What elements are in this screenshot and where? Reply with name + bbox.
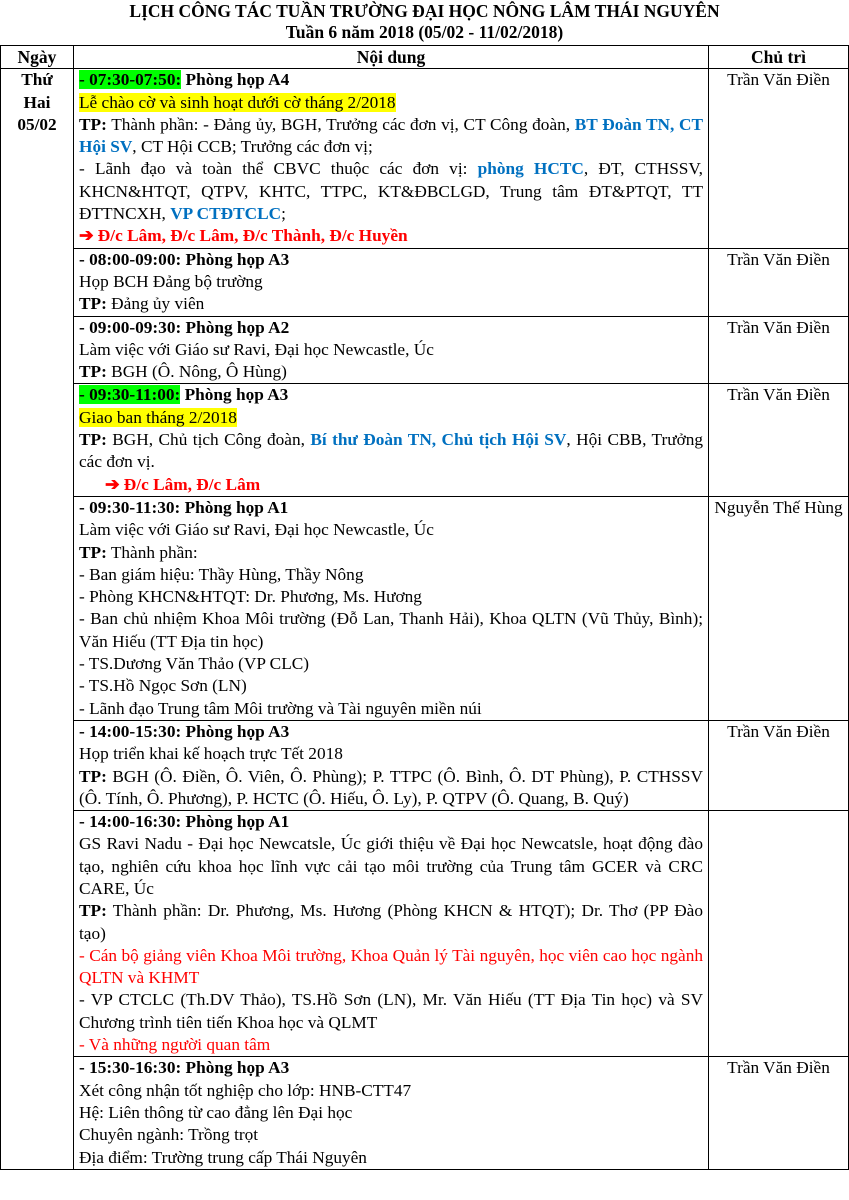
participants-text: ; <box>281 204 286 224</box>
attendees-note: Đ/c Lâm, Đ/c Lâm <box>119 474 261 494</box>
participants-text: , Hội CBB, Trưởng các đơn vị. <box>79 430 704 472</box>
event-room: Phòng họp A4 <box>181 70 290 90</box>
event-detail: Chuyên ngành: Trồng trọt <box>79 1125 259 1145</box>
event-room: Phòng họp A3 <box>181 721 290 741</box>
event-time: - 08:00-09:00: <box>79 249 182 269</box>
participants-highlight: phòng HCTC <box>477 159 584 179</box>
table-row <box>1 316 849 384</box>
day-cell <box>1 69 74 1170</box>
event-content <box>74 316 709 384</box>
participant-item: - Lãnh đạo Trung tâm Môi trường và Tài nguyên miền núi <box>79 698 482 718</box>
event-content <box>74 1057 709 1169</box>
attendees-note: Đ/c Lâm, Đ/c Lâm, Đ/c Thành, Đ/c Huyền <box>93 226 408 246</box>
participants-text: - Lãnh đạo và toàn thể CBVC thuộc các đơn vị: <box>79 159 478 179</box>
participants-text: Thành phần: <box>106 542 198 562</box>
event-time: - 14:00-16:30: <box>79 812 182 832</box>
event-room: Phòng họp A1 <box>181 812 290 832</box>
event-time: - 09:30-11:00: <box>79 385 181 405</box>
host-cell: Trần Văn Điền <box>709 316 849 384</box>
event-room: Phòng họp A3 <box>181 1058 290 1078</box>
event-title: Lễ chào cờ và sinh hoạt dưới cờ tháng 2/2018 <box>79 92 396 112</box>
participants-text: Thành phần: Dr. Phương, Ms. Hương (Phòng KHCN & HTQT); Dr. Thơ (PP Đào tạo) <box>79 901 703 943</box>
header-row <box>1 46 849 69</box>
host-cell <box>709 811 849 1057</box>
event-detail: Xét công nhận tốt nghiệp cho lớp: HNB-CTT47 <box>79 1080 412 1100</box>
column-header-content: Nội dung <box>74 46 709 69</box>
event-content <box>74 496 709 720</box>
event-detail: Địa điểm: Trường trung cấp Thái Nguyên <box>79 1147 367 1167</box>
participants-label: TP: <box>79 294 107 314</box>
table-row <box>1 720 849 810</box>
participant-item: - TS.Hồ Ngọc Sơn (LN) <box>79 676 247 696</box>
participant-item: - Cán bộ giảng viên Khoa Môi trường, Khoa Quản lý Tài nguyên, học viên cao học ngành QLTN và KHMT <box>79 945 703 988</box>
participant-item: - Ban chủ nhiệm Khoa Môi trường (Đỗ Lan, Thanh Hải), Khoa QLTN (Vũ Thủy, Bình); Văn Hiếu (TT Địa tin học) <box>79 609 703 651</box>
host-cell: Trần Văn Điền <box>709 384 849 496</box>
host-cell: Trần Văn Điền <box>709 248 849 316</box>
participants-text: BGH (Ô. Điền, Ô. Viên, Ô. Phùng); P. TTPC (Ô. Bình, Ô. DT Phùng), P. CTHSSV (Ô. Tính, Ô. Phương), P. HCTC (Ô. Hiếu, Ô. Ly), P. QTPV (Ô. Quang, B. Quý) <box>79 766 703 808</box>
participants-highlight: Bí thư Đoàn TN, Chủ tịch Hội SV <box>310 430 567 450</box>
participants-label: TP: <box>79 114 107 134</box>
event-detail: Hệ: Liên thông từ cao đẳng lên Đại học <box>79 1102 353 1122</box>
participants-highlight: VP CTĐTCLC <box>170 204 282 224</box>
participants-label: TP: <box>79 430 107 450</box>
event-description: GS Ravi Nadu - Đại học Newcatsle, Úc giới thiệu về Đại học Newcatsle, hoạt động đào tạo, nghiên cứu khoa học lĩnh vực cải tạo môi trường của Trung tâm GCER và CRC CARE, Úc <box>79 834 703 898</box>
host-cell: Trần Văn Điền <box>709 69 849 248</box>
event-time: - 09:30-11:30: <box>79 497 181 517</box>
arrow-icon: ➔ <box>105 474 120 494</box>
event-content <box>74 384 709 496</box>
participants-text: BGH (Ô. Nông, Ô Hùng) <box>106 362 287 382</box>
day-date: 05/02 <box>17 114 57 134</box>
column-header-host: Chủ trì <box>709 46 849 69</box>
event-content <box>74 248 709 316</box>
page-title: LỊCH CÔNG TÁC TUẦN TRƯỜNG ĐẠI HỌC NÔNG LÂM THÁI NGUYÊN <box>129 1 720 21</box>
event-title: Giao ban tháng 2/2018 <box>79 407 237 427</box>
event-description: Họp BCH Đảng bộ trường <box>79 271 263 291</box>
column-header-day: Ngày <box>1 46 74 69</box>
participants-text: , ĐT, CTHSSV, KHCN&HTQT, QTPV, KHTC, TTPC, KT&ĐBCLGD, Trung tâm ĐT&PTQT, TT ĐTTNCXH, <box>79 159 703 224</box>
participant-item: - VP CTCLC (Th.DV Thảo), TS.Hồ Sơn (LN), Mr. Văn Hiếu (TT Địa Tin học) và SV Chương trình tiên tiến Khoa học và QLMT <box>79 990 703 1032</box>
event-room: Phòng họp A3 <box>181 249 290 269</box>
event-content <box>74 69 709 248</box>
table-row <box>1 811 849 1057</box>
schedule-title <box>0 0 849 43</box>
week-subtitle: Tuần 6 năm 2018 (05/02 - 11/02/2018) <box>285 22 564 42</box>
event-description: Họp triển khai kế hoạch trực Tết 2018 <box>79 744 343 764</box>
table-row <box>1 1057 849 1169</box>
event-room: Phòng họp A3 <box>180 385 289 405</box>
participants-highlight: BT Đoàn TN, CT Hội SV <box>79 114 703 157</box>
participants-text: , CT Hội CCB; Trưởng các đơn vị; <box>132 137 373 157</box>
participant-item: - Và những người quan tâm <box>79 1035 271 1055</box>
host-cell: Trần Văn Điền <box>709 720 849 810</box>
event-room: Phòng họp A2 <box>181 317 290 337</box>
day-label-1: Thứ <box>21 70 53 90</box>
event-content <box>74 811 709 1057</box>
participants-label: TP: <box>79 766 107 786</box>
event-time: - 14:00-15:30: <box>79 721 182 741</box>
participant-item: - Phòng KHCN&HTQT: Dr. Phương, Ms. Hương <box>79 587 422 607</box>
event-time: - 07:30-07:50: <box>79 70 182 90</box>
participants-text: BGH, Chủ tịch Công đoàn, <box>106 430 311 450</box>
event-time: - 09:00-09:30: <box>79 317 182 337</box>
table-row <box>1 69 849 248</box>
host-cell: Trần Văn Điền <box>709 1057 849 1169</box>
table-row <box>1 384 849 496</box>
event-description: Làm việc với Giáo sư Ravi, Đại học Newcastle, Úc <box>79 520 434 540</box>
arrow-icon: ➔ <box>79 226 94 246</box>
day-label-2: Hai <box>23 92 51 112</box>
event-time: - 15:30-16:30: <box>79 1058 182 1078</box>
participants-text: Thành phần: - Đảng ủy, BGH, Trưởng các đơn vị, CT Công đoàn, <box>106 114 575 134</box>
event-content <box>74 720 709 810</box>
event-description: Làm việc với Giáo sư Ravi, Đại học Newcastle, Úc <box>79 339 434 359</box>
participants-label: TP: <box>79 542 107 562</box>
event-room: Phòng họp A1 <box>180 497 289 517</box>
schedule-table <box>0 45 849 1170</box>
participants-label: TP: <box>79 901 107 921</box>
table-row <box>1 248 849 316</box>
participant-item: - TS.Dương Văn Thảo (VP CLC) <box>79 654 310 674</box>
table-row <box>1 496 849 720</box>
participants-text: Đảng ủy viên <box>106 294 205 314</box>
participant-item: - Ban giám hiệu: Thầy Hùng, Thầy Nông <box>79 564 364 584</box>
host-cell: Nguyễn Thế Hùng <box>709 496 849 720</box>
participants-label: TP: <box>79 362 107 382</box>
